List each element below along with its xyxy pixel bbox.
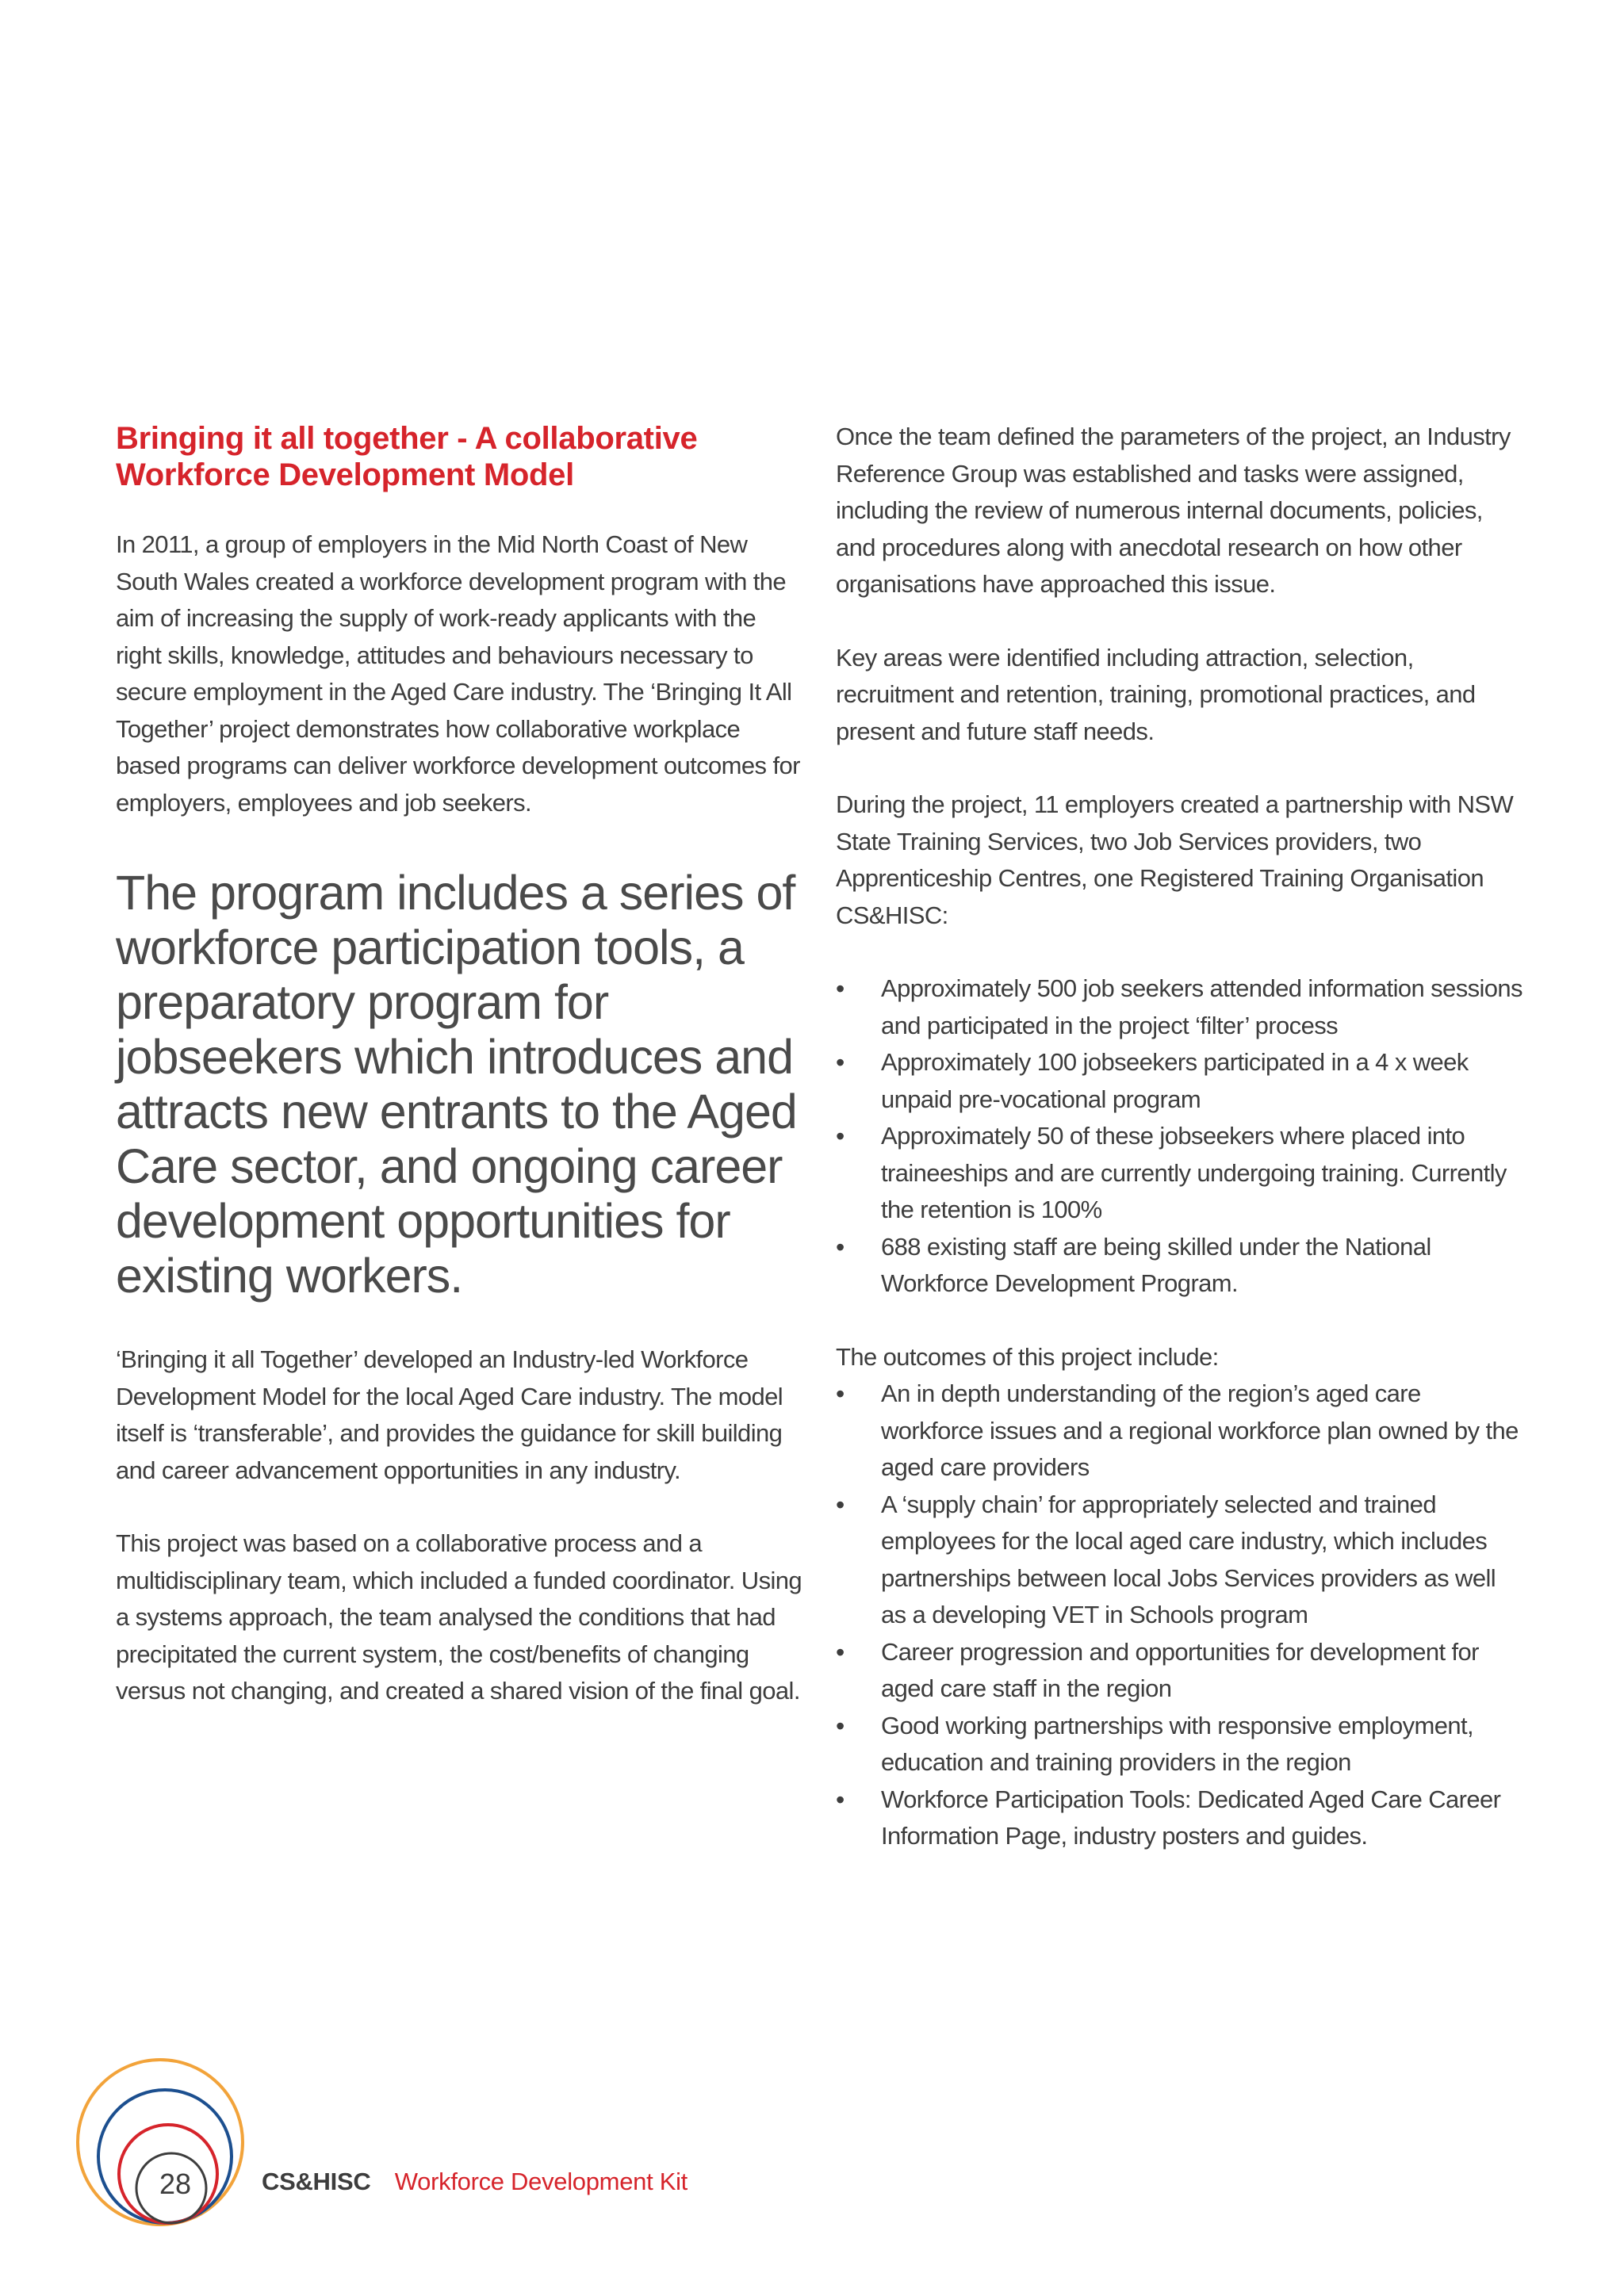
list-item: • A ‘supply chain’ for appropriately selected and trained employees for the local aged care industry, which includes partnerships between local Jobs Services providers as well as a developing VET in Schools program	[836, 1487, 1526, 1634]
model-paragraph: ‘Bringing it all Together’ developed an Industry-led Workforce Development Model for the local Aged Care industry. The model itself is ‘transferable’, and provides the guidance for skill building and career advancement opportunities in any industry.	[116, 1345, 783, 1484]
left-column	[116, 420, 806, 1747]
list-item: • Workforce Participation Tools: Dedicated Aged Care Career Information Page, industry posters and guides.	[836, 1781, 1526, 1855]
key-areas-paragraph: Key areas were identified including attraction, selection, recruitment and retention, training, promotional practices, and present and future staff needs.	[836, 643, 1476, 745]
partnership-paragraph: During the project, 11 employers created a partnership with NSW State Training Services, two Job Services providers, two Apprenticeship Centres, one Registered Training Organisation CS&HISC:	[836, 790, 1514, 929]
outcomes-intro: The outcomes of this project include:	[836, 1342, 1219, 1371]
list-item: • An in depth understanding of the region’s aged care workforce issues and a regional workforce plan owned by the aged care providers	[836, 1376, 1526, 1487]
pull-quote: The program includes a series of workforce participation tools, a preparatory program for jobseekers which introduces and attracts new entrants to the Aged Care sector, and ongoing career development opportunities for existing workers.	[116, 866, 797, 1303]
list-item: • Career progression and opportunities for development for aged care staff in the region	[836, 1634, 1526, 1708]
section-heading: Bringing it all together - A collaborative Workforce Development Model	[116, 421, 698, 492]
list-item: • Approximately 500 job seekers attended information sessions and participated in the project ‘filter’ process	[836, 970, 1526, 1044]
list-item: • Approximately 50 of these jobseekers where placed into traineeships and are currently undergoing training. Currently the retention is 100%	[836, 1118, 1526, 1229]
intro-paragraph: In 2011, a group of employers in the Mid North Coast of New South Wales created a workforce development program with the aim of increasing the supply of work-ready applicants with the right skills, knowledge, attitudes and behaviours necessary to secure employment in the Aged Care industry. The ‘Bringing It All Together’ project demonstrates how collaborative workplace based programs can deliver workforce development outcomes for employers, employees and job seekers.	[116, 530, 800, 817]
outcomes-list	[836, 1376, 1526, 1855]
list-item: • Approximately 100 jobseekers participated in a 4 x week unpaid pre-vocational program	[836, 1044, 1526, 1118]
footer-brand: CS&HISC	[262, 2168, 371, 2195]
right-column	[836, 419, 1526, 1892]
list-item: • Good working partnerships with responsive employment, education and training providers in the region	[836, 1708, 1526, 1781]
results-list	[836, 970, 1526, 1303]
footer-title: Workforce Development Kit	[394, 2168, 688, 2195]
parameters-paragraph: Once the team defined the parameters of the project, an Industry Reference Group was established and tasks were assigned, including the review of numerous internal documents, policies, and procedures along with anecdotal research on how other organisations have approached this issue.	[836, 423, 1511, 598]
page-number: 28	[159, 2168, 192, 2200]
process-paragraph: This project was based on a collaborative process and a multidisciplinary team, which included a funded coordinator. Using a systems approach, the team analysed the conditions that had precipitated the current system, the cost/benefits of changing versus not changing, and created a shared vision of the final goal.	[116, 1529, 802, 1705]
list-item: • 688 existing staff are being skilled under the National Workforce Development Program.	[836, 1229, 1526, 1303]
footer	[262, 2168, 688, 2196]
circles-logo-icon	[73, 2055, 247, 2229]
